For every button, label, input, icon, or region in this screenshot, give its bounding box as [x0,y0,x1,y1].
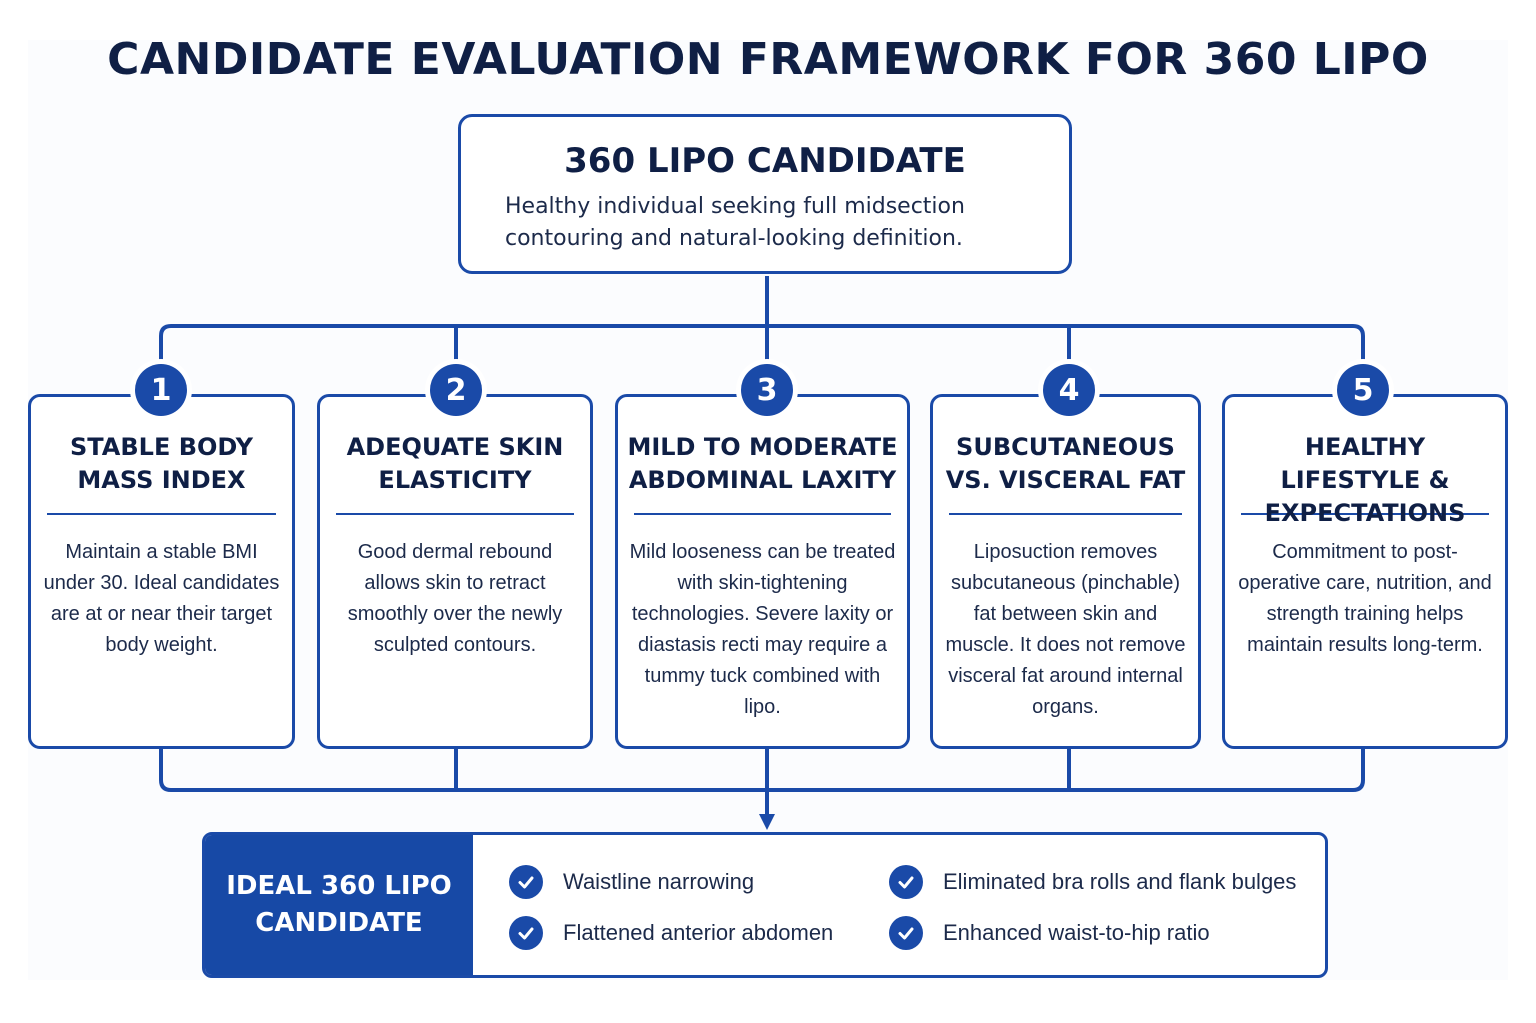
connector-branch-bar [161,326,1363,366]
benefit-text: Flattened anterior abdomen [563,920,834,945]
criterion-card-5 [1222,394,1508,749]
divider [336,513,574,515]
criterion-heading: MILD TO MODERATE ABDOMINAL LAXITY [627,433,898,494]
number-badge-3: 3 [741,364,793,416]
number-badge-5: 5 [1337,364,1389,416]
ideal-candidate-label: IDEAL 360 LIPO CANDIDATE [205,835,473,975]
candidate-description: Healthy individual seeking full midsection contouring and natural-looking definition. [505,194,965,251]
criterion-text: Mild looseness can be treated with skin-tightening technologies. Severe laxity or diastasis recti may require a tummy tuck combined with lipo. [629,541,896,718]
benefit-item [889,916,1210,950]
benefit-item [889,865,1296,899]
check-circle-icon [889,916,923,950]
number-badge-4: 4 [1043,364,1095,416]
number-badge-2: 2 [430,364,482,416]
criterion-text: Commitment to post-operative care, nutrition, and strength training helps maintain results long-term. [1238,541,1492,656]
criterion-heading: HEALTHY LIFESTYLE & EXPECTATIONS [1264,433,1466,527]
ideal-candidate-box [202,832,1328,978]
candidate-box [458,114,1072,274]
check-circle-icon [509,865,543,899]
criterion-heading: ADEQUATE SKIN ELASTICITY [346,433,564,494]
check-circle-icon [889,865,923,899]
arrow-head-icon [759,814,775,830]
divider [949,513,1182,515]
connector-merge-bar [161,749,1363,790]
page-title: CANDIDATE EVALUATION FRAMEWORK FOR 360 LIPO [107,34,1429,85]
criterion-card-2 [317,394,593,749]
criterion-text: Liposuction removes subcutaneous (pinchable) fat between skin and muscle. It does not remove visceral fat around internal organs. [945,541,1186,718]
benefit-text: Waistline narrowing [563,869,755,894]
candidate-heading: 360 LIPO CANDIDATE [564,141,966,181]
number-badge-1: 1 [135,364,187,416]
criterion-text: Maintain a stable BMI under 30. Ideal candidates are at or near their target body weight. [43,541,280,656]
criterion-text: Good dermal rebound allows skin to retract smoothly over the newly sculpted contours. [347,541,563,656]
criterion-heading: SUBCUTANEOUS VS. VISCERAL FAT [945,433,1186,494]
criterion-card-3 [615,394,910,749]
benefit-item [509,916,833,950]
benefit-text: Eliminated bra rolls and flank bulges [943,869,1297,894]
criterion-card-4 [930,394,1201,749]
criterion-card-1 [28,394,295,749]
benefit-item [509,865,754,899]
check-circle-icon [509,916,543,950]
divider [634,513,891,515]
benefit-text: Enhanced waist-to-hip ratio [943,920,1210,945]
divider [47,513,276,515]
criterion-heading: STABLE BODY MASS INDEX [70,433,253,494]
